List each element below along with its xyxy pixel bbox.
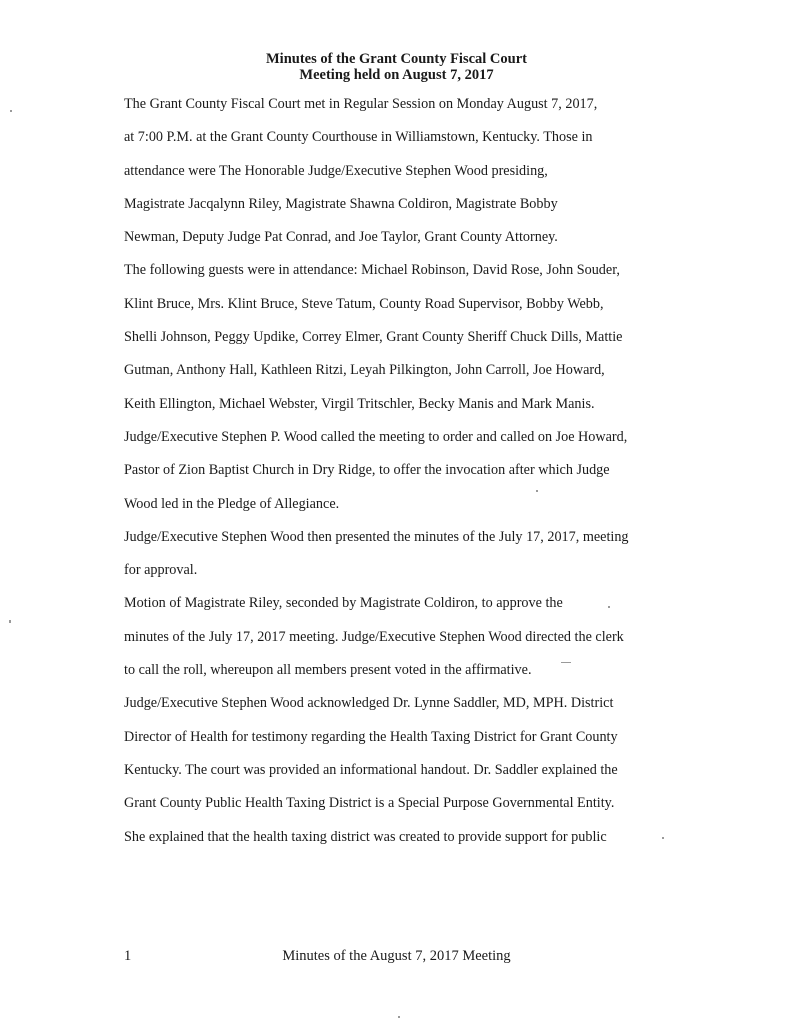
body-line: for approval. bbox=[124, 562, 198, 579]
body-line: The following guests were in attendance: Michael Robinson, David Rose, John Souder, bbox=[124, 262, 620, 279]
scan-speck bbox=[561, 662, 571, 663]
body-line: Gutman, Anthony Hall, Kathleen Ritzi, Leyah Pilkington, John Carroll, Joe Howard, bbox=[124, 362, 605, 379]
body-line: Judge/Executive Stephen Wood acknowledged Dr. Lynne Saddler, MD, MPH. District bbox=[124, 695, 614, 712]
minutes-body bbox=[124, 88, 704, 854]
body-line: Wood led in the Pledge of Allegiance. bbox=[124, 495, 340, 512]
body-line: attendance were The Honorable Judge/Executive Stephen Wood presiding, bbox=[124, 162, 548, 179]
body-line: Director of Health for testimony regarding the Health Taxing District for Grant County bbox=[124, 728, 618, 745]
body-line: She explained that the health taxing district was created to provide support for public bbox=[124, 828, 607, 845]
body-line: Klint Bruce, Mrs. Klint Bruce, Steve Tatum, County Road Supervisor, Bobby Webb, bbox=[124, 295, 604, 312]
scan-speck bbox=[10, 110, 12, 112]
body-line: minutes of the July 17, 2017 meeting. Judge/Executive Stephen Wood directed the clerk bbox=[124, 628, 624, 645]
scan-speck bbox=[608, 606, 610, 608]
body-line: Grant County Public Health Taxing District is a Special Purpose Governmental Entity. bbox=[124, 795, 615, 812]
body-line: Pastor of Zion Baptist Church in Dry Ridge, to offer the invocation after which Judge bbox=[124, 462, 610, 479]
body-line: Keith Ellington, Michael Webster, Virgil Tritschler, Becky Manis and Mark Manis. bbox=[124, 395, 595, 412]
page-number: 1 bbox=[124, 948, 132, 964]
body-line: Kentucky. The court was provided an informational handout. Dr. Saddler explained the bbox=[124, 761, 618, 778]
body-line: Magistrate Jacqalynn Riley, Magistrate Shawna Coldiron, Magistrate Bobby bbox=[124, 195, 558, 212]
scan-speck bbox=[536, 490, 538, 492]
body-line: at 7:00 P.M. at the Grant County Courthouse in Williamstown, Kentucky. Those in bbox=[124, 129, 593, 146]
document-title: Minutes of the Grant County Fiscal Court bbox=[266, 51, 527, 67]
scan-speck bbox=[398, 1016, 400, 1018]
footer-label: Minutes of the August 7, 2017 Meeting bbox=[282, 948, 511, 964]
body-line: Judge/Executive Stephen Wood then presented the minutes of the July 17, 2017, meeting bbox=[124, 528, 629, 545]
scan-speck bbox=[662, 837, 664, 839]
body-line: Newman, Deputy Judge Pat Conrad, and Joe Taylor, Grant County Attorney. bbox=[124, 229, 558, 246]
scan-speck bbox=[9, 620, 11, 623]
body-line: Judge/Executive Stephen P. Wood called the meeting to order and called on Joe Howard, bbox=[124, 428, 628, 445]
body-line: The Grant County Fiscal Court met in Regular Session on Monday August 7, 2017, bbox=[124, 96, 598, 112]
body-line: Shelli Johnson, Peggy Updike, Correy Elmer, Grant County Sheriff Chuck Dills, Mattie bbox=[124, 329, 623, 346]
page-footer bbox=[0, 944, 793, 968]
body-line: to call the roll, whereupon all members present voted in the affirmative. bbox=[124, 662, 532, 679]
body-line: Motion of Magistrate Riley, seconded by Magistrate Coldiron, to approve the bbox=[124, 595, 563, 612]
document-subtitle: Meeting held on August 7, 2017 bbox=[299, 67, 494, 83]
